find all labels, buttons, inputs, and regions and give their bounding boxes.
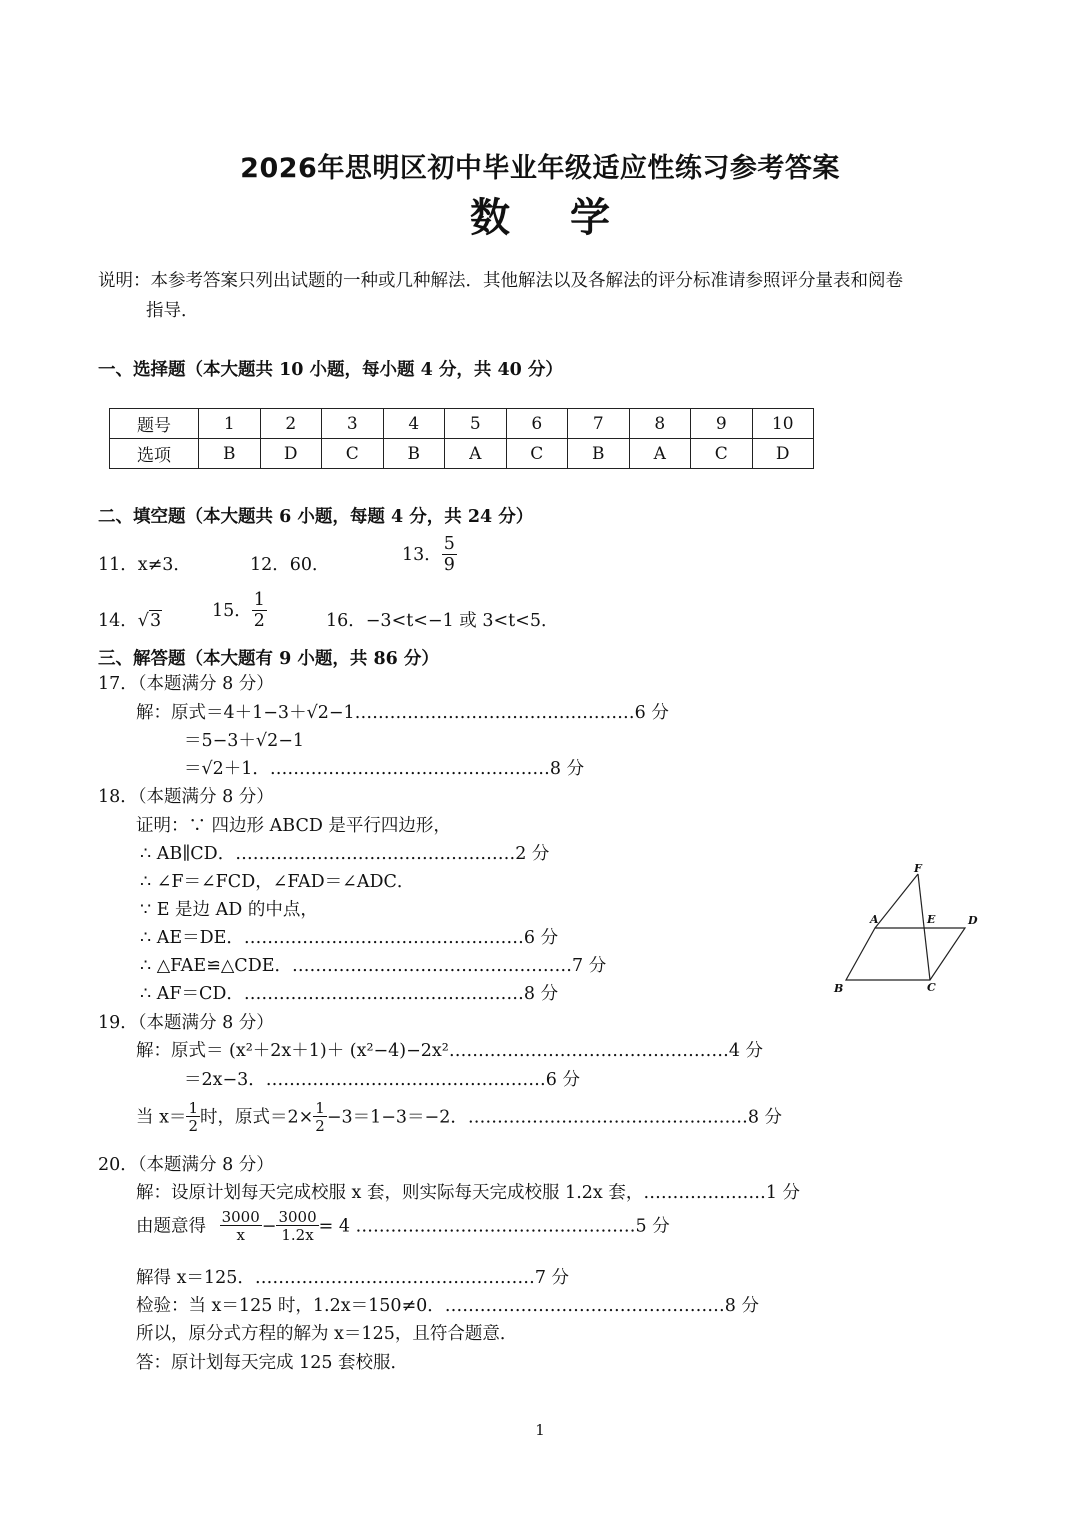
parallelogram-figure xyxy=(830,858,980,1000)
fraction-denominator: 2 xyxy=(188,1117,198,1135)
q18-line-2: ∴ AB∥CD．…………………………………………2 分 xyxy=(140,844,550,864)
table-row-numbers xyxy=(110,409,814,439)
q18-line-1: 证明：∵ 四边形 ABCD 是平行四边形， xyxy=(136,816,451,836)
q20-line-2 xyxy=(136,1210,670,1243)
answer-16: 16．−3<t<−1 或 3<t<5． xyxy=(326,611,559,631)
answer-12: 12．60． xyxy=(250,555,330,575)
table-header-cell: 选项 xyxy=(110,439,199,469)
fraction-denominator: x xyxy=(220,1225,262,1243)
table-cell: B xyxy=(383,439,445,469)
table-cell: 8 xyxy=(629,409,691,439)
answer-13-label: 13． xyxy=(402,545,442,565)
label-b: B xyxy=(834,982,844,995)
q20-heading: 20．（本题满分 8 分） xyxy=(98,1155,274,1175)
table-cell: 7 xyxy=(568,409,630,439)
segment-fc xyxy=(918,874,930,980)
sqrt-expression: √3 xyxy=(137,611,162,631)
table-cell: 6 xyxy=(506,409,568,439)
fraction xyxy=(220,1210,262,1243)
page-number: 1 xyxy=(535,1421,545,1439)
table-cell: B xyxy=(199,439,261,469)
parallelogram-abcd xyxy=(846,928,965,980)
table-cell: 9 xyxy=(691,409,753,439)
answer-table xyxy=(109,408,814,469)
q17-line-3: ＝√2＋1．…………………………………………8 分 xyxy=(184,759,585,779)
q20-line-3: 解得 x＝125．…………………………………………7 分 xyxy=(136,1268,570,1288)
q19-line-3-part-b: 时，原式＝2× xyxy=(199,1107,314,1128)
table-header-cell: 题号 xyxy=(110,409,199,439)
answer-15 xyxy=(212,592,267,630)
fraction-denominator: 1.2x xyxy=(276,1225,318,1243)
answer-14 xyxy=(98,610,162,632)
q18-line-5: ∴ AE＝DE．…………………………………………6 分 xyxy=(140,928,559,948)
segment-af xyxy=(875,874,918,928)
section-1-heading: 一、选择题（本大题共 10 小题，每小题 4 分，共 40 分） xyxy=(98,360,563,380)
answer-13 xyxy=(402,536,457,574)
section-2-heading: 二、填空题（本大题共 6 小题，每题 4 分，共 24 分） xyxy=(98,507,534,527)
fraction xyxy=(186,1101,200,1134)
answer-14-label: 14． xyxy=(98,611,138,631)
table-cell: C xyxy=(322,439,384,469)
table-cell: 4 xyxy=(383,409,445,439)
q19-line-1: 解：原式＝ (x²＋2x＋1)＋ (x²−4)−2x²…………………………………………4 分 xyxy=(136,1041,764,1061)
subject-heading: 数学 xyxy=(470,195,670,241)
q20-line-6: 答：原计划每天完成 125 套校服． xyxy=(136,1353,409,1373)
table-cell: 10 xyxy=(752,409,814,439)
fraction-numerator: 3000 xyxy=(278,1208,317,1226)
table-cell: A xyxy=(629,439,691,469)
q17-heading: 17．（本题满分 8 分） xyxy=(98,674,274,694)
table-row-answers xyxy=(110,439,814,469)
fraction xyxy=(442,536,457,574)
q19-line-3-part-c: −3＝1−3＝−2．…………………………………………8 分 xyxy=(326,1107,783,1128)
table-cell: D xyxy=(260,439,322,469)
answer-15-label: 15． xyxy=(212,601,252,621)
table-cell: A xyxy=(445,439,507,469)
q18-heading: 18．（本题满分 8 分） xyxy=(98,787,274,807)
note-text: 说明：本参考答案只列出试题的一种或几种解法．其他解法以及各解法的评分标准请参照评分量表和阅卷 xyxy=(98,271,903,291)
answer-11: 11．x≠3． xyxy=(98,555,191,575)
fraction-numerator: 1 xyxy=(315,1099,325,1117)
fraction-numerator: 1 xyxy=(253,590,265,610)
q20-line-5: 所以，原分式方程的解为 x＝125，且符合题意． xyxy=(136,1324,518,1344)
q20-line-1: 解：设原计划每天完成校服 x 套，则实际每天完成校服 1.2x 套，…………………1 分 xyxy=(136,1183,801,1203)
fraction-numerator: 3000 xyxy=(221,1208,260,1226)
table-cell: 5 xyxy=(445,409,507,439)
q19-heading: 19．（本题满分 8 分） xyxy=(98,1013,274,1033)
q20-line-2-tail: = 4 …………………………………………5 分 xyxy=(318,1216,670,1237)
fraction-denominator: 2 xyxy=(315,1117,325,1135)
document-title: 2026年思明区初中毕业年级适应性练习参考答案 xyxy=(240,153,840,184)
q18-line-3: ∴ ∠F＝∠FCD，∠FAD＝∠ADC． xyxy=(140,872,415,892)
radicand: 3 xyxy=(149,611,162,631)
table-cell: 2 xyxy=(260,409,322,439)
table-cell: C xyxy=(691,439,753,469)
label-c: C xyxy=(927,981,936,994)
table-cell: D xyxy=(752,439,814,469)
q19-line-3-part-a: 当 x＝ xyxy=(136,1107,187,1128)
fraction-denominator: 9 xyxy=(443,554,455,575)
note-text-cont: 指导． xyxy=(146,301,199,321)
label-f: F xyxy=(914,862,922,875)
q20-line-4: 检验：当 x＝125 时，1.2x＝150≠0．…………………………………………8 分 xyxy=(136,1296,759,1316)
q18-line-7: ∴ AF＝CD．…………………………………………8 分 xyxy=(140,984,559,1004)
section-3-heading: 三、解答题（本大题有 9 小题，共 86 分） xyxy=(98,649,439,669)
table-cell: 1 xyxy=(199,409,261,439)
fraction-denominator: 2 xyxy=(253,610,265,631)
q18-line-6: ∴ △FAE≌△CDE．…………………………………………7 分 xyxy=(140,956,607,976)
label-d: D xyxy=(968,914,978,927)
q17-line-2: ＝5−3＋√2−1 xyxy=(184,731,305,751)
fraction xyxy=(252,592,267,630)
q19-line-2: ＝2x−3．…………………………………………6 分 xyxy=(184,1070,580,1090)
label-a: A xyxy=(870,913,879,926)
q18-line-4: ∵ E 是边 AD 的中点， xyxy=(140,900,318,920)
q20-line-2-label: 由题意得 xyxy=(136,1216,206,1237)
fraction xyxy=(276,1210,318,1243)
fraction-numerator: 5 xyxy=(443,534,455,554)
table-cell: C xyxy=(506,439,568,469)
fraction-numerator: 1 xyxy=(188,1099,198,1117)
table-cell: B xyxy=(568,439,630,469)
table-cell: 3 xyxy=(322,409,384,439)
q17-line-1: 解：原式＝4＋1−3＋√2−1…………………………………………6 分 xyxy=(136,703,669,723)
q19-line-3 xyxy=(136,1101,782,1134)
label-e: E xyxy=(927,913,936,926)
minus-sign: − xyxy=(261,1216,277,1237)
fraction xyxy=(313,1101,327,1134)
